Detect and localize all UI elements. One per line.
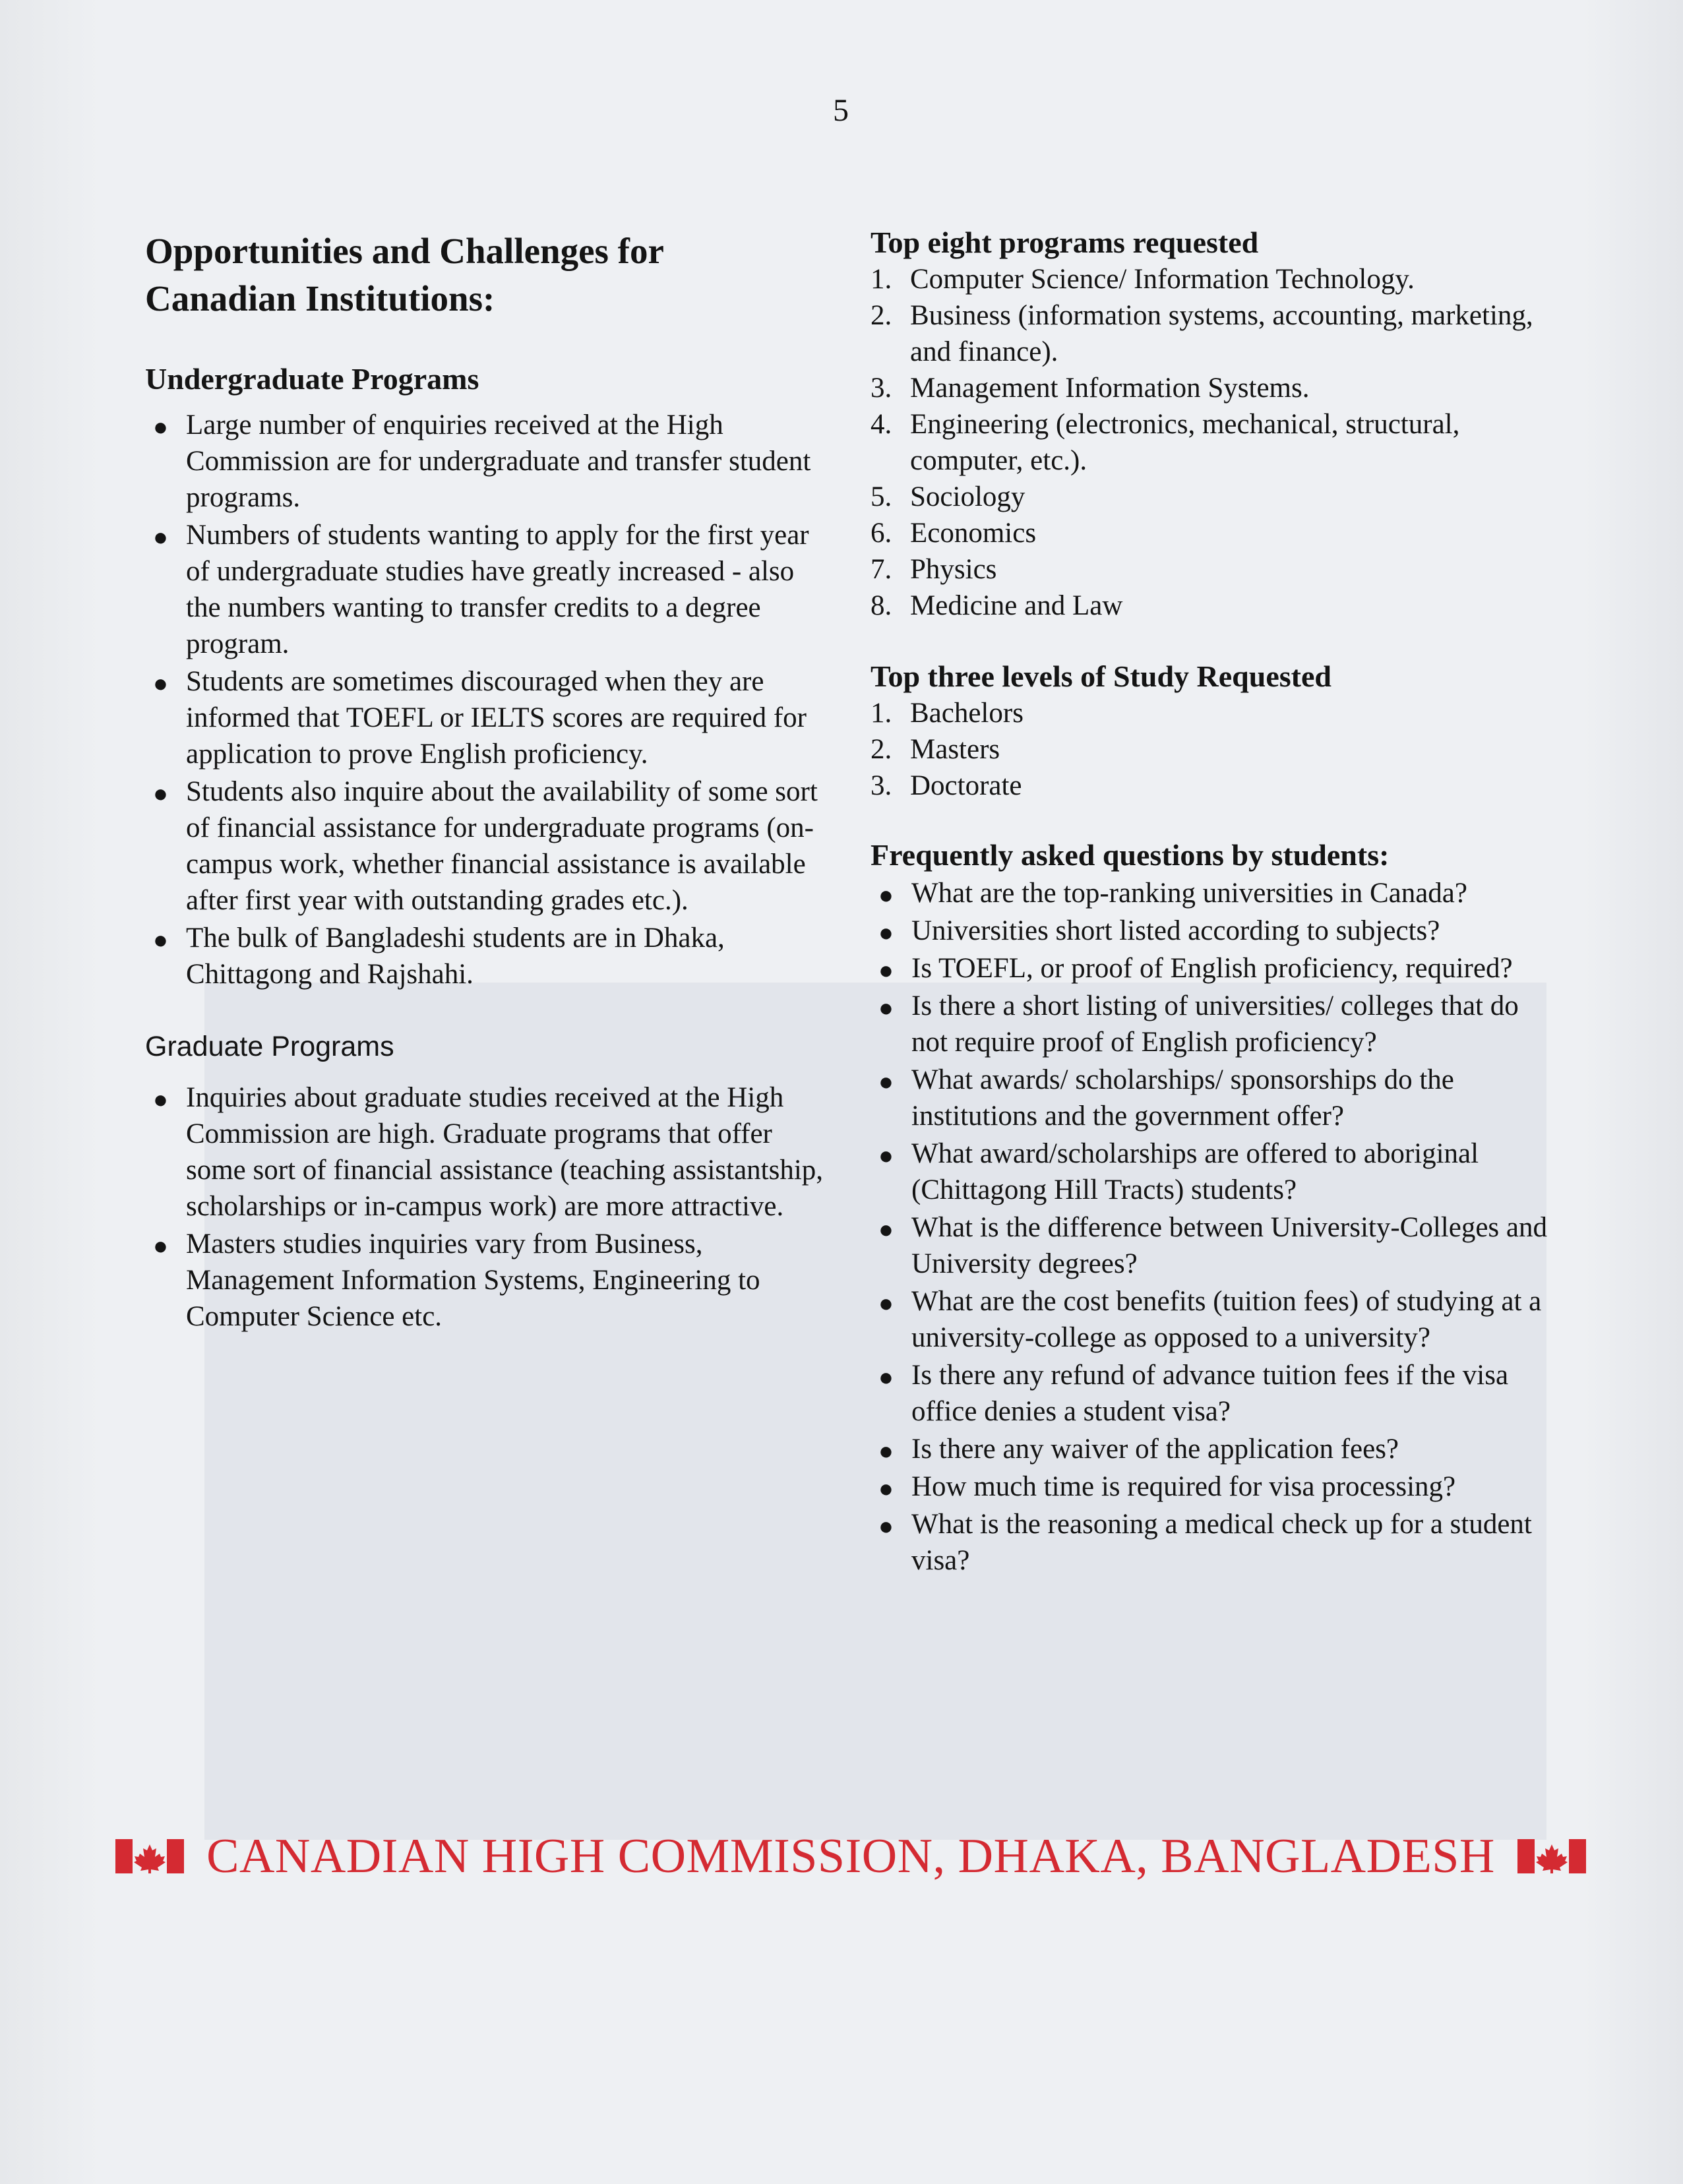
faq-list [871,875,1556,1579]
bullet-icon: ● [878,994,894,1022]
list-item: ● What is the reasoning a medical check up for a student visa? [878,1509,1532,1576]
list-item: 4. Engineering (electronics, mechanical, structural, computer, etc.). [871,409,1460,476]
list-item: ● What is the difference between University-Colleges and University degrees? [878,1212,1547,1279]
list-item: 3. Doctorate [871,770,1022,801]
bullet-icon: ● [153,413,168,441]
bullet-icon: ● [878,1438,894,1465]
right-column [871,224,1556,1579]
undergrad-heading: Undergraduate Programs [145,362,479,396]
bullet-icon: ● [153,670,168,698]
list-item: 2. Business (information systems, accounting, marketing, and finance). [871,300,1533,367]
list-item: ● What award/scholarships are offered to aboriginal (Chittagong Hill Tracts) students? [878,1138,1479,1205]
title-line-2: Canadian Institutions: [145,278,495,318]
bullet-icon: ● [153,1086,168,1114]
list-item: ● Is there any refund of advance tuition fees if the visa office denies a student visa? [878,1360,1509,1427]
page-number: 5 [833,93,849,128]
graduate-heading: Graduate Programs [145,1031,394,1062]
list-item: ● Students are sometimes discouraged when they are informed that TOEFL or IELTS scores are required for application to prove English proficiency. [153,666,807,770]
list-item: ● What are the top-ranking universities in Canada? [878,878,1467,909]
list-item: 5. Sociology [871,481,1025,512]
programs-list [871,261,1556,624]
list-item: 2. Masters [871,734,1000,765]
bullet-icon: ● [153,1232,168,1260]
list-item: ● Is TOEFL, or proof of English proficiency, required? [878,953,1513,985]
levels-list [871,695,1556,804]
undergrad-list [145,407,824,992]
graduate-list [145,1079,824,1335]
list-item: 3. Management Information Systems. [871,373,1310,404]
bullet-icon: ● [878,1290,894,1318]
list-item: 8. Medicine and Law [871,590,1123,621]
list-item: ● Numbers of students wanting to apply for the first year of undergraduate studies have greatly increased - also the numbers wanting to transfer credits to a degree program. [153,520,809,659]
list-item: ● What awards/ scholarships/ sponsorships do the institutions and the government offer? [878,1064,1454,1132]
canada-flag-icon [115,1839,184,1873]
list-item: ● Is there a short listing of universities/ colleges that do not require proof of English proficiency? [878,990,1519,1058]
list-item: 7. Physics [871,554,997,585]
levels-heading: Top three levels of Study Requested [871,659,1331,693]
list-item: ● Inquiries about graduate studies received at the High Commission are high. Graduate programs that offer some sort of financial assistance (teaching assistantship, scholarships or in-campus work) are more attractive. [153,1082,824,1222]
bullet-icon: ● [153,524,168,551]
list-item: ● Masters studies inquiries vary from Business, Management Information Systems, Engineering to Computer Science etc. [153,1228,760,1332]
bullet-icon: ● [878,1068,894,1096]
list-item: ● What are the cost benefits (tuition fees) of studying at a university-college as opposed to a university? [878,1286,1542,1353]
bullet-icon: ● [878,1513,894,1540]
faq-heading: Frequently asked questions by students: [871,838,1390,872]
list-item: ● Students also inquire about the availability of some sort of financial assistance for undergraduate programs (on-campus work, whether financial assistance is available after first year with outstanding grades etc.). [153,776,818,916]
canada-flag-icon [1517,1839,1586,1873]
bullet-icon: ● [878,957,894,985]
list-item: ● How much time is required for visa processing? [878,1471,1456,1503]
list-item: 6. Economics [871,518,1037,549]
bullet-icon: ● [878,882,894,909]
list-item: ● Is there any waiver of the application fees? [878,1434,1399,1465]
title-line-1: Opportunities and Challenges for [145,231,664,271]
page-title [145,228,824,322]
left-column [145,228,824,1335]
programs-heading: Top eight programs requested [871,226,1259,259]
footer-banner [66,1820,1636,1893]
list-item: ● Universities short listed according to subjects? [878,915,1440,947]
bullet-icon: ● [878,1475,894,1503]
bullet-icon: ● [878,1216,894,1244]
list-item: ● The bulk of Bangladeshi students are in Dhaka, Chittagong and Rajshahi. [153,923,725,990]
bullet-icon: ● [878,919,894,947]
footer-text: CANADIAN HIGH COMMISSION, DHAKA, BANGLADESH [206,1829,1495,1883]
bullet-icon: ● [153,926,168,954]
bullet-icon: ● [153,780,168,808]
list-item: 1. Computer Science/ Information Technology. [871,264,1415,295]
list-item: ● Large number of enquiries received at the High Commission are for undergraduate and transfer student programs. [153,410,811,513]
list-item: 1. Bachelors [871,698,1024,729]
bullet-icon: ● [878,1364,894,1391]
bullet-icon: ● [878,1142,894,1170]
